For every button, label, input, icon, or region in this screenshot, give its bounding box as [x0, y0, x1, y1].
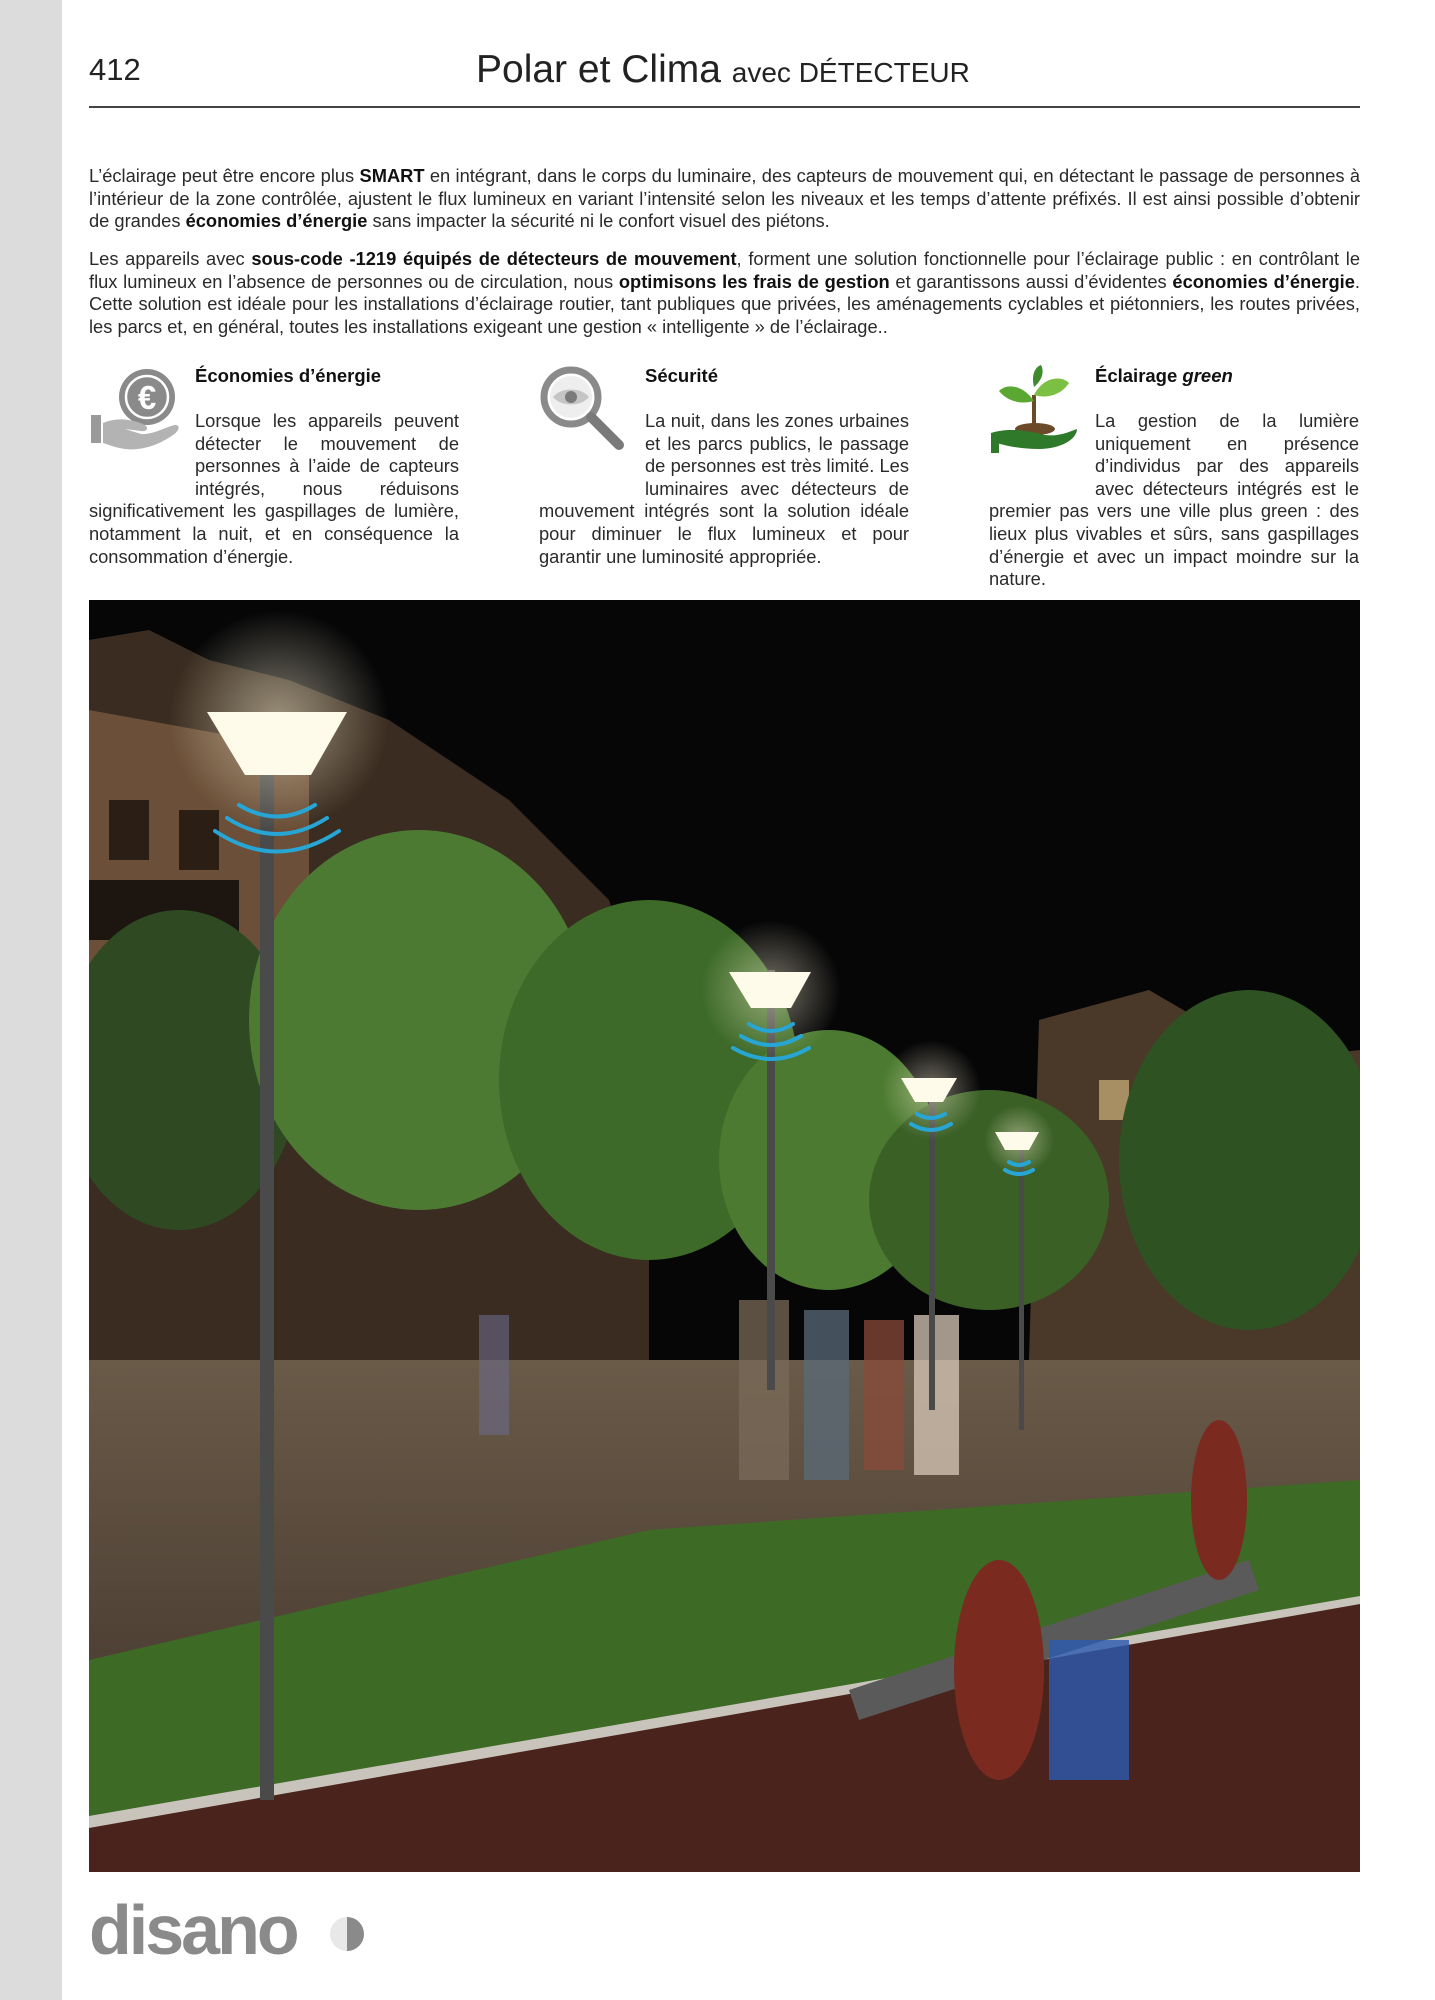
- left-margin-strip: [0, 0, 62, 2000]
- page-title-main: Polar et Clima: [476, 48, 721, 91]
- feature-text: Lorsque les appareils peuvent détecter le mouvement de personnes à l’aide de capteurs intégrés, nous réduisons significativement les gaspillages de lumière, notamment la nuit, et en conséquence la consommation d’énergie.: [89, 410, 459, 567]
- intro-paragraph-1: [89, 165, 1360, 233]
- intro-paragraph-2: [89, 248, 1360, 338]
- text-run: et garantissons aussi d’évidentes: [889, 270, 1173, 292]
- feature-title: Éclairage green: [1095, 365, 1233, 386]
- bold-run: optimisons les frais de gestion: [618, 270, 890, 292]
- feature-title: Sécurité: [645, 365, 719, 386]
- svg-text:€: €: [137, 379, 157, 416]
- logo-wordmark: disano: [89, 1896, 297, 1958]
- feature-title: Économies d’énergie: [195, 365, 382, 386]
- text-run: L’éclairage peut être encore plus: [89, 165, 360, 186]
- page-title-suffix: avec DÉTECTEUR: [731, 57, 970, 88]
- text-run: . Cette solution est idéale pour les installations d’éclairage routier, tant publiques que privées, les aménagements cyclables et piétonniers, les routes privées, les parcs et, en général, toutes les installations exigeant une gestion « intelligente » de l’éclairage..: [89, 270, 1361, 337]
- photo-illustration: [89, 600, 1360, 1872]
- bold-run: économies d’énergie: [185, 210, 368, 231]
- night-street-photo: [89, 600, 1360, 1872]
- text-run: Les appareils avec: [89, 248, 252, 269]
- bold-run: sous-code -1219 équipés de détecteurs de mouvement: [251, 248, 737, 269]
- title-rule: [89, 106, 1360, 108]
- page-number: 412: [89, 52, 141, 87]
- text-run: , forment une solution fonctionnelle pour l’éclairage public : en contrôlant le flux lumineux en l’absence de personnes ou de circulation, nous: [89, 248, 1361, 292]
- feature-text: La gestion de la lumière uniquement en présence d’individus par des appareils avec détecteurs intégrés est le premier pas vers une ville plus green : des lieux plus vivables et sûrs, sans gaspillages d’énergie et avec un impact moindre sur la nature.: [989, 410, 1359, 590]
- bold-run: SMART: [359, 165, 425, 186]
- text-run: en intégrant, dans le corps du luminaire, des capteurs de mouvement qui, en détectant le passage de personnes à l’intérieur de la zone contrôlée, ajustent le flux lumineux en variant l’intensité selon les niveaux et les temps d’attente préfixés. Il est ainsi possible d’obtenir de grandes: [89, 165, 1360, 231]
- bold-run: économies d’énergie: [1172, 270, 1355, 292]
- text-run: sans impacter la sécurité ni le confort visuel des piétons.: [367, 210, 830, 231]
- disano-logo: [89, 1896, 379, 1958]
- page-title: [476, 48, 970, 92]
- feature-text: La nuit, dans les zones urbaines et les parcs publics, le passage de personnes est très limité. Les luminaires avec détecteurs de mouvement intégrés sont la solution idéale pour diminuer le flux lumineux et pour garantir une luminosité appropriée.: [539, 410, 909, 567]
